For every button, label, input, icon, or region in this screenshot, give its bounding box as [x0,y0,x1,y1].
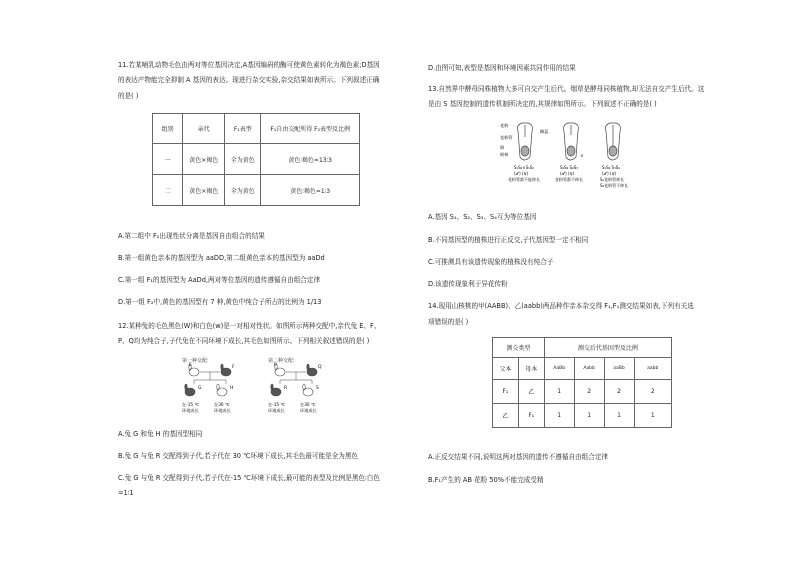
q14-cell: 1 [574,404,604,428]
fig-env-label: 环境成长 [214,408,231,413]
fig-env-label: 环境成长 [300,408,317,413]
fig-cap: S₂花粉管不伸长 [600,183,629,188]
fig-parent-p: P [274,363,277,368]
fig-cap: 花粉管都不伸长 [555,177,583,182]
q11-cell: 黄色×褐色 [183,175,225,206]
fig-cap: S₁花粉管伸长 [600,177,625,182]
q14-cell: 1 [604,404,634,428]
fig-title-1: 第一种交配: [182,358,209,364]
q14-table [492,337,672,428]
fig-label-egg: 卵 [500,145,505,150]
q11-cell: 一 [153,144,183,175]
q14-stem-line2: 项错误的是( ) [428,318,469,326]
q14-sub: Aabb [574,358,604,380]
fig-env: 在-15 ℃ [268,402,286,407]
fig-cap: (♂) (♀) [560,171,575,176]
fig-parent-f: F [232,365,235,370]
pistil-shape-2 [564,123,579,160]
fig-env-label: 环境成长 [182,408,199,413]
q11-stem-line2: 的表达产物能完全抑制 A 基因的表达。现进行杂交实验,杂交结果如表所示。下列叙述正确 [118,76,380,84]
q14-sub: aaBb [604,358,634,380]
fig-parent-e: E [189,363,192,368]
q11-cell: 全为黄色 [225,175,261,206]
fig-env: 在30 ℃ [300,402,316,407]
q11-cell: 全为黄色 [225,144,261,175]
rabbit-icon [271,384,281,396]
q11-option-c: C.第一组 F₁的基因型为 AaDd,两对等位基因的遗传遵循自由组合定律 [118,276,321,284]
q14-cell: 2 [604,380,634,404]
q13-stem-line2: 是由 S 基因控制的遗传机制所决定的,其规律如图所示。下列叙述不正确的是( ) [428,100,657,108]
q11-table [152,113,360,206]
q11-stem-line3: 的是( ) [118,92,139,100]
q14-th-result: 测交后代基因型及比例 [544,338,671,358]
q14-th-type: 测交类型 [493,338,545,358]
q14-cell: F₁ [493,380,519,404]
q11-cell: 黄色∶褐色=1∶3 [261,175,360,206]
q13-option-c: C.可推测具有该遗传现象的植株没有纯合子 [428,258,554,266]
fig-cap: (♂) (♀) [602,171,617,176]
fig-child-h: H [230,386,234,391]
fig-env: 在-15 ℃ [182,402,200,407]
fig-child-g: G [198,386,202,391]
fig-cap: 花粉管都不能伸长 [508,177,540,182]
q14-cell: 乙 [518,380,544,404]
q13-stem-line1: 13.自然界中酵母同株植物大多可自交产生后代。烟草是酵母同株植物,却无法自交产生后代。这 [428,85,705,93]
fig-child-s: S [316,386,319,391]
q12-option-c-line2: =1∶1 [118,489,134,497]
q11-option-d: D.第一组 F₂中,黄色的基因型有 7 种,黄色中纯合子所占的比例为 1/13 [118,298,322,306]
q14-sub: aabb [634,358,672,380]
q12-stem-line2: P、Q均为纯合子,子代兔在不同环境下成长,其毛色如图所示。下列相关叙述错误的是( ) [118,337,370,345]
q11-cell: 黄色×褐色 [183,144,225,175]
q14-cell: F₁ [518,404,544,428]
rabbit-icon [303,384,313,396]
rabbit-icon [307,364,317,376]
q13-option-d: D.该遗传现象利于异花传粉 [428,280,508,288]
rabbit-cross-figure [180,355,350,417]
q14-sub: 母本 [518,358,544,380]
q14-cell: 乙 [493,404,519,428]
q11-th-f1: F₁表型 [225,114,261,144]
q13-option-a: A.基因 S₁、S₂、S₃、S₄互为等位基因 [428,213,537,221]
q11-option-b: B.第一组黄色亲本的基因型为 aaDD,第二组黄色亲本的基因型为 aaDd [118,254,325,262]
fig-child-r: R [284,386,288,391]
q14-cell: 1 [634,404,672,428]
fig-label-pollen: 花粉 [500,123,509,128]
q11-th-group: 组别 [153,114,183,144]
fig-title-2: 第二种交配: [268,358,295,364]
pistil-shape-3 [606,123,621,160]
fig-label-polar: 极核 [500,152,509,157]
fig-env-label: 环境成长 [268,408,285,413]
q12-stem-line1: 12.某种兔的毛色黑色(W)和白色(w)是一对相对性状。如图所示两种交配中,亲代兔 E、F、 [118,322,381,330]
fig-parent-q: Q [318,365,322,370]
fig-mark: × [580,154,584,159]
fig-label-tube: 花粉管 [500,135,513,140]
fig-cap: S₁S₂ S₂S₃ [560,165,578,170]
q12-option-c-line1: C.兔 G 与兔 R 交配得到子代,若子代在-15 ℃环境下成长,最可能的表型及比例是黑色∶白色 [118,474,380,482]
q14-sub: 父本 [493,358,519,380]
q14-cell: 1 [544,404,574,428]
rabbit-icon [217,384,227,396]
q11-th-f2: F₁自由交配所得 F₂表型及比例 [261,114,360,144]
pistil-shape-1 [518,123,533,160]
q14-cell: 2 [574,380,604,404]
rabbit-icon [221,364,231,376]
q12-option-d: D.由图可知,表型是基因和环境因素共同作用的结果 [428,64,576,72]
rabbit-icon [185,384,195,396]
q11-cell: 黄色∶褐色=13∶3 [261,144,360,175]
q14-cell: 1 [544,380,574,404]
q11-th-parents: 亲代 [183,114,225,144]
pollen-tube-figure [500,117,640,205]
fig-cap: (♂) (♀) [514,171,529,176]
fig-cap: S₁S₂ S₃S₄ [602,165,620,170]
q14-option-b: B.F₁产生的 AB 花粉 50%不能完成受精 [428,476,544,484]
q14-cell: 2 [634,380,672,404]
fig-env: 在30 ℃ [214,402,230,407]
q12-option-a: A.兔 G 和兔 H 的基因型相同 [118,430,203,438]
q14-stem-line1: 14.现用山核桃的甲(AABB)、乙(aabb)两品种作亲本杂交得 F₁,F₁测交结果如表,下列有关选 [428,302,694,310]
q11-cell: 二 [153,175,183,206]
fig-cap: S₁S₂×S₁S₂ [514,165,534,170]
q12-option-b: B.兔 G 与兔 R 交配得到子代,若子代在 30 ℃环境下成长,其毛色最可能是全为黑色 [118,452,359,460]
q11-option-a: A.第二组中 F₂出现性状分离是基因自由组合的结果 [118,232,265,240]
fig-label-pistil: 雌蕊 [540,129,549,134]
q14-option-a: A.正反交结果不同,说明这两对基因的遗传不遵循自由组合定律 [428,453,609,461]
q11-stem-line1: 11.若某哺乳动物毛色由两对等位基因决定,A基因编码的酶可使黄色素转化为褐色素;D基因 [118,61,380,69]
q13-option-b: B.不同基因型的植株进行正反交,子代基因型一定不相同 [428,236,589,244]
q14-sub: AaBb [544,358,574,380]
